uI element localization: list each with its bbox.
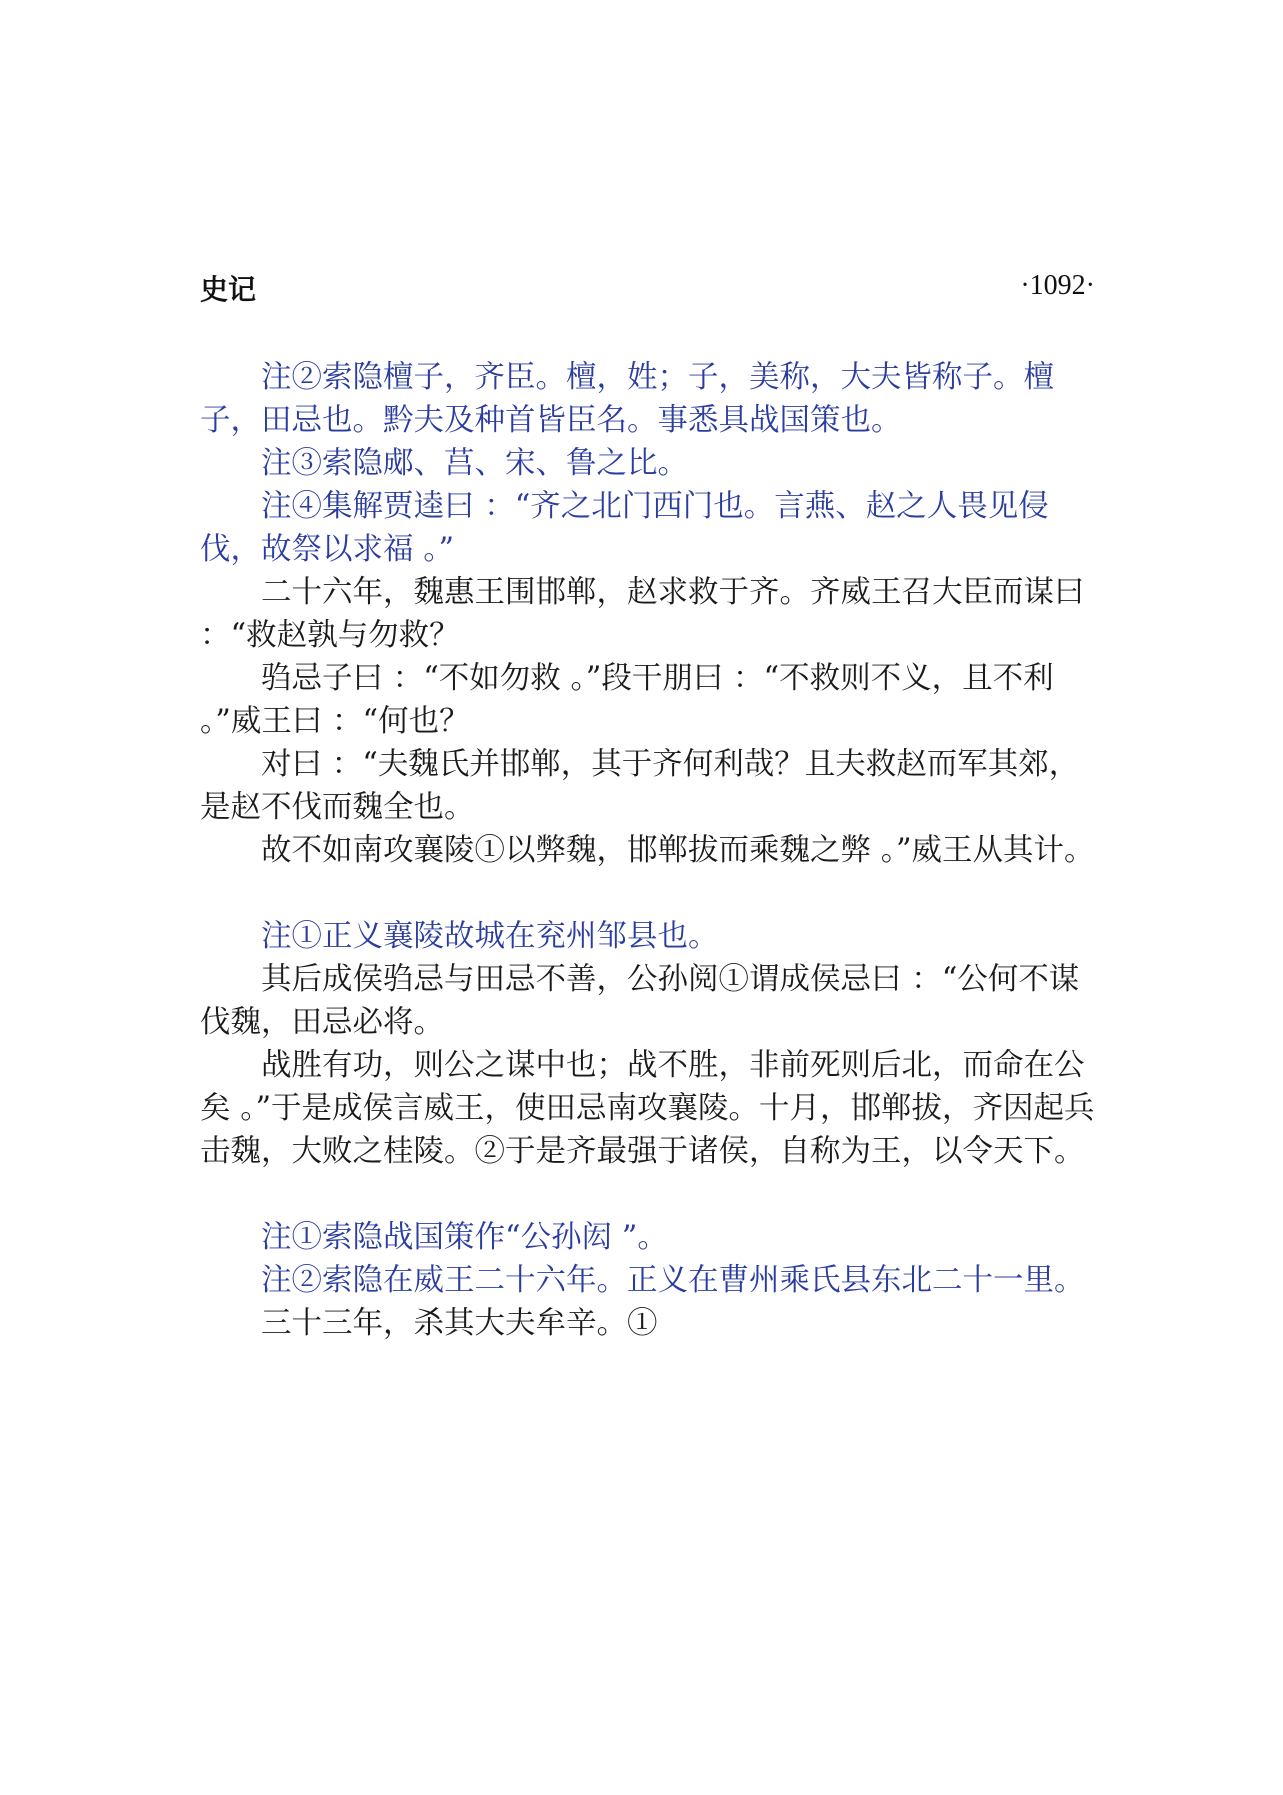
body-text [200, 356, 1095, 1345]
text-paragraph: 其后成侯驺忌与田忌不善，公孙阅①谓成侯忌曰 ：“公何不谋伐魏，田忌必将。 [200, 962, 1080, 1040]
text-paragraph: 故不如南攻襄陵①以弊魏，邯郸拔而乘魏之弊 。”威王从其计。 [261, 833, 1095, 868]
text-paragraph: 战胜有功，则公之谋中也；战不胜，非前死则后北，而命在公矣 。”于是成侯言威王，使田忌南攻襄陵。十月，邯郸拔，齐因起兵击魏，大败之桂陵。②于是齐最强于诸侯，自称为王，以令天下。 [200, 1048, 1095, 1169]
text-paragraph: 对曰 ：“夫魏氏并邯郸，其于齐何利哉？且夫救赵而军其郊，是赵不伐而魏全也。 [200, 747, 1080, 825]
annotation-paragraph: 注②索隐檀子，齐臣。檀，姓；子，美称，大夫皆称子。檀子，田忌也。黔夫及种首皆臣名。事悉具战国策也。 [200, 360, 1054, 438]
book-title: 史记 [200, 273, 257, 306]
text-paragraph: 二十六年，魏惠王围邯郸，赵求救于齐。齐威王召大臣而谋曰 ：“救赵孰与勿救？ [200, 575, 1085, 653]
page-number: ·1092· [1020, 270, 1095, 301]
annotation-paragraph: 注④集解贾逵曰 ：“齐之北门西门也。言燕、赵之人畏见侵伐，故祭以求福 。” [200, 489, 1049, 567]
annotation-paragraph: 注①索隐战国策作“公孙闳 ”。 [261, 1220, 668, 1255]
annotation-paragraph: 注①正义襄陵故城在兖州邹县也。 [261, 919, 719, 954]
text-paragraph: 三十三年，杀其大夫牟辛。① [261, 1306, 658, 1341]
paragraph-gap [200, 872, 1095, 915]
annotation-paragraph: 注②索隐在威王二十六年。正义在曹州乘氏县东北二十一里。 [261, 1263, 1085, 1298]
text-paragraph: 驺忌子曰 ：“不如勿救 。”段干朋曰 ：“不救则不义，且不利 。”威王曰 ：“何也？ [200, 661, 1054, 739]
paragraph-gap [200, 1173, 1095, 1216]
page-header [200, 268, 1095, 312]
annotation-paragraph: 注③索隐郕、莒、宋、鲁之比。 [261, 446, 688, 481]
